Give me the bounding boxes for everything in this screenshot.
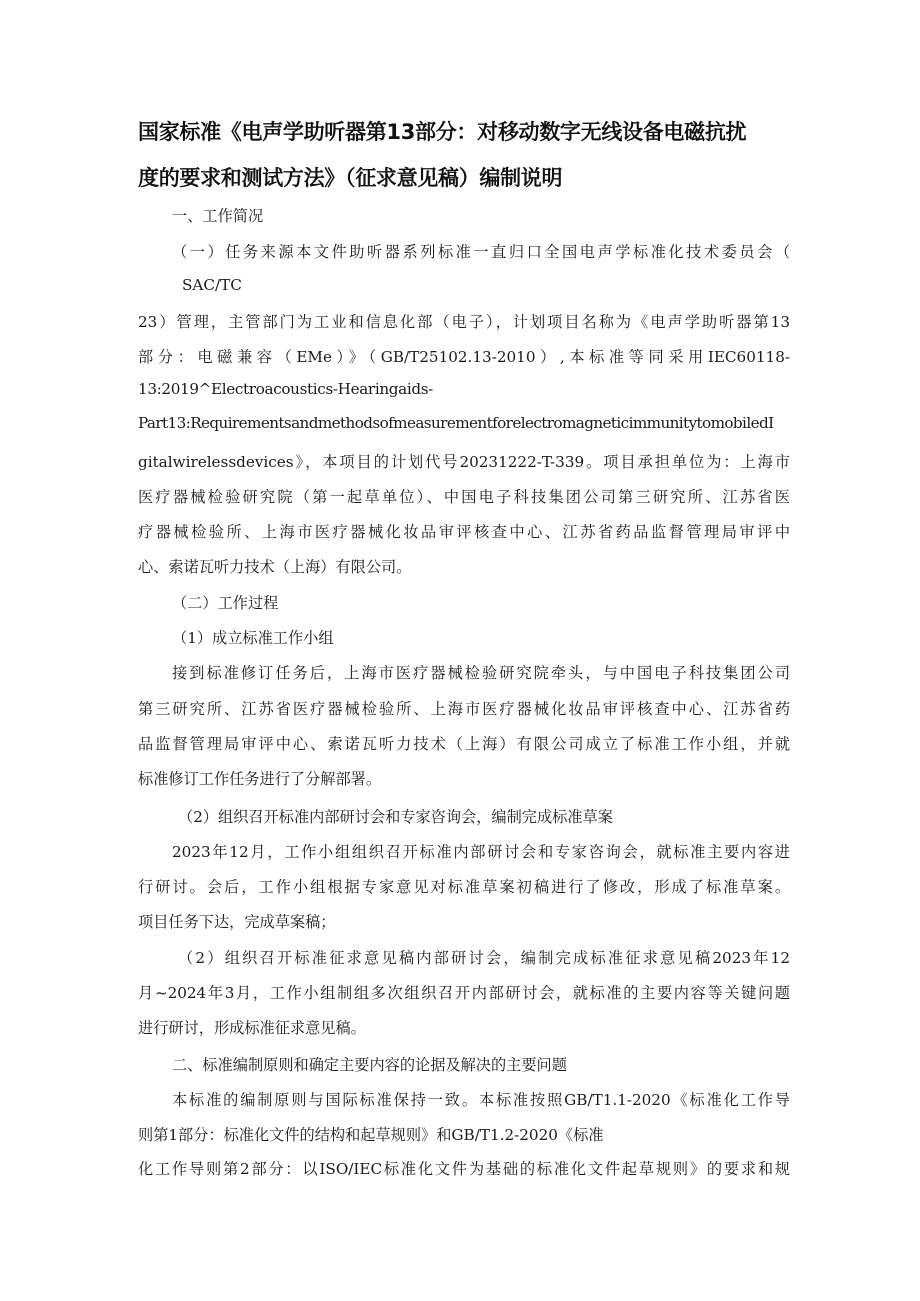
paragraph-line: 项目任务下达，完成草案稿； bbox=[138, 913, 336, 931]
document-title-line-2: 度的要求和测试方法》（征求意见稿）编制说明 bbox=[138, 166, 563, 190]
paragraph-line: 行研讨。会后，工作小组根据专家意见对标准草案初稿进行了修改，形成了标准草案。 bbox=[138, 878, 790, 896]
paragraph-line: 2023年12月，工作小组组织召开标准内部研讨会和专家咨询会，就标准主要内容进 bbox=[172, 843, 790, 861]
paragraph-line: 接到标准修订任务后，上海市医疗器械检验研究院牵头，与中国电子科技集团公司 bbox=[172, 664, 790, 682]
paragraph-line: 化工作导则第2部分：以ISO/IEC标准化文件为基础的标准化文件起草规则》的要求和规 bbox=[138, 1160, 790, 1178]
paragraph-line: 23）管理，主管部门为工业和信息化部（电子），计划项目名称为《电声学助听器第13 bbox=[138, 313, 790, 331]
paragraph-line: Part13:RequirementsandmethodsofmeasurementforelectromagneticimmunitytomobiledI bbox=[138, 414, 774, 432]
paragraph-line: 品监督管理局审评中心、索诺瓦听力技术（上海）有限公司成立了标准工作小组，并就 bbox=[138, 735, 790, 753]
section-heading-principles: 二、标准编制原则和确定主要内容的论据及解决的主要问题 bbox=[172, 1056, 567, 1074]
subsection-heading-step-2: （2）组织召开标准内部研讨会和专家咨询会，编制完成标准草案 bbox=[178, 808, 613, 826]
paragraph-line: gitalwirelessdevices》，本项目的计划代号20231222-T-339。项目承担单位为：上海市 bbox=[138, 453, 790, 471]
paragraph-line: 疗器械检验所、上海市医疗器械化妆品审评核查中心、江苏省药品监督管理局审评中 bbox=[138, 523, 790, 541]
paragraph-line: 部分：电磁兼容（EMe）》（GB/T25102.13-2010）,本标准等同采用IEC60118- bbox=[138, 348, 790, 366]
paragraph-line: 本标准的编制原则与国际标准保持一致。本标准按照GB/T1.1-2020《标准化工作导 bbox=[172, 1091, 790, 1109]
paragraph-line: 月~2024年3月，工作小组制组多次组织召开内部研讨会，就标准的主要内容等关键问题 bbox=[138, 984, 790, 1002]
paragraph-line: 医疗器械检验研究院（第一起草单位）、中国电子科技集团公司第三研究所、江苏省医 bbox=[138, 488, 790, 506]
subsection-heading-step-2b: （2）组织召开标准征求意见稿内部研讨会，编制完成标准征求意见稿2023年12 bbox=[178, 949, 790, 967]
paragraph-line: SAC/TC bbox=[182, 276, 242, 294]
paragraph-line: 13:2019^Electroacoustics-Hearingaids- bbox=[138, 380, 433, 398]
subsection-heading-work-process: （二）工作过程 bbox=[172, 594, 279, 612]
paragraph-line: （一）任务来源本文件助听器系列标准一直归口全国电声学标准化技术委员会（ bbox=[172, 243, 790, 261]
paragraph-line: 标准修订工作任务进行了分解部署。 bbox=[138, 770, 381, 788]
paragraph-line: 则第1部分：标准化文件的结构和起草规则》和GB/T1.2-2020《标准 bbox=[138, 1126, 604, 1144]
paragraph-line: 进行研讨，形成标准征求意见稿。 bbox=[138, 1019, 366, 1037]
document-title-line-1: 国家标准《电声学助听器第13部分：对移动数字无线设备电磁抗扰 bbox=[138, 120, 747, 144]
paragraph-line: 第三研究所、江苏省医疗器械检验所、上海市医疗器械化妆品审评核查中心、江苏省药 bbox=[138, 700, 790, 718]
paragraph-line: 心、索诺瓦听力技术（上海）有限公司。 bbox=[138, 558, 412, 576]
subsection-heading-step-1: （1）成立标准工作小组 bbox=[172, 629, 334, 647]
section-heading-work-overview: 一、工作简况 bbox=[172, 207, 264, 225]
